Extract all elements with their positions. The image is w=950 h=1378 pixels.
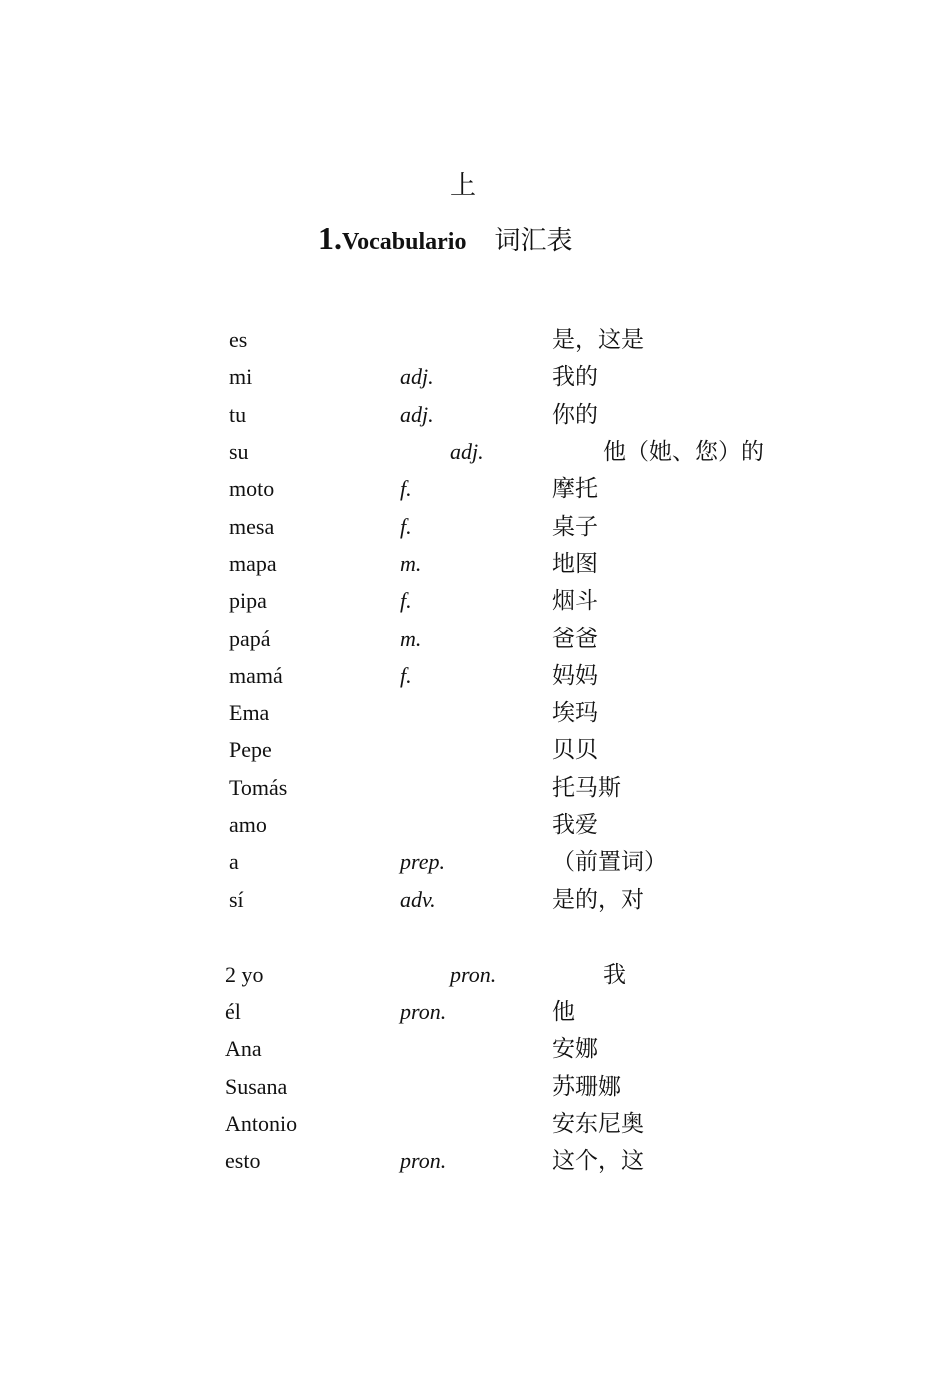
vocab-pos: adj. (450, 439, 484, 464)
vocab-meaning: 烟斗 (552, 588, 598, 613)
vocab-word: Antonio (225, 1111, 298, 1136)
vocab-meaning: 妈妈 (552, 663, 598, 688)
vocab-word: 2 yo (225, 962, 264, 987)
vocab-word: Ema (229, 700, 270, 725)
vocab-pos: f. (400, 514, 412, 539)
vocab-word: Pepe (229, 737, 272, 762)
vocab-row (0, 1105, 950, 1142)
vocab-word: mapa (229, 551, 277, 576)
section-title (318, 220, 572, 257)
vocab-meaning: 摩托 (552, 476, 598, 501)
vocab-row (0, 731, 950, 768)
vocab-row (0, 881, 950, 918)
vocab-pos: f. (400, 476, 412, 501)
vocab-word: esto (225, 1148, 261, 1173)
vocab-meaning: 这个，这 (552, 1148, 644, 1173)
vocab-word: a (229, 849, 239, 874)
vocab-meaning: 我的 (552, 364, 598, 389)
vocab-meaning: 安娜 (552, 1036, 598, 1061)
vocab-row (0, 582, 950, 619)
vocab-word: moto (229, 476, 275, 501)
vocab-word: es (229, 327, 248, 352)
vocab-word: pipa (229, 588, 267, 613)
vocab-row (0, 470, 950, 507)
vocab-meaning: 他（她、您）的 (603, 439, 764, 464)
vocab-pos: adj. (400, 364, 434, 389)
vocab-row (0, 545, 950, 582)
vocab-pos: f. (400, 663, 412, 688)
vocab-meaning: 托马斯 (552, 775, 621, 800)
vocab-row (0, 769, 950, 806)
section-title-zh: 词汇表 (494, 226, 573, 255)
vocab-word: mi (229, 364, 253, 389)
vocab-row (0, 321, 950, 358)
section-number: 1. (318, 220, 342, 256)
vocab-word: él (225, 999, 241, 1024)
vocab-pos: adv. (400, 887, 436, 912)
vocab-word: su (229, 439, 249, 464)
vocab-meaning: 安东尼奥 (552, 1111, 644, 1136)
vocab-meaning: 我 (603, 962, 626, 987)
vocab-row (0, 956, 950, 993)
vocab-meaning: 是，这是 (552, 327, 644, 352)
vocab-meaning: 是的，对 (552, 887, 644, 912)
vocab-meaning: 地图 (552, 551, 598, 576)
vocab-pos: pron. (450, 962, 497, 987)
section-title-text: Vocabulario (342, 229, 467, 255)
vocab-row (0, 694, 950, 731)
vocab-word: papá (229, 626, 271, 651)
vocab-word: amo (229, 812, 267, 837)
vocab-word: tu (229, 402, 247, 427)
vocab-word: Ana (225, 1036, 262, 1061)
vocab-row (0, 508, 950, 545)
vocab-meaning: 贝贝 (552, 737, 598, 762)
vocab-meaning: 苏珊娜 (552, 1074, 621, 1099)
vocab-row (0, 1068, 950, 1105)
vocab-pos: prep. (400, 849, 446, 874)
vocab-row (0, 358, 950, 395)
vocab-row (0, 433, 950, 470)
vocab-meaning: 我爱 (552, 812, 598, 837)
vocab-meaning: 桌子 (552, 514, 598, 539)
vocab-pos: pron. (400, 1148, 447, 1173)
vocab-row (0, 657, 950, 694)
vocab-word: mesa (229, 514, 275, 539)
vocab-row (0, 993, 950, 1030)
vocab-meaning: 他 (552, 999, 575, 1024)
vocab-row (0, 1142, 950, 1179)
vocab-meaning: 埃玛 (552, 700, 598, 725)
vocab-meaning: 你的 (552, 402, 598, 427)
vocab-pos: f. (400, 588, 412, 613)
vocab-pos: adj. (400, 402, 434, 427)
vocab-word: Tomás (229, 775, 288, 800)
vocab-row (0, 806, 950, 843)
vocab-word: sí (229, 887, 244, 912)
vocab-row (0, 843, 950, 880)
vocab-row (0, 1030, 950, 1067)
vocab-row (0, 396, 950, 433)
vocab-word: Susana (225, 1074, 288, 1099)
vocab-word: mamá (229, 663, 283, 688)
vocab-pos: m. (400, 626, 422, 651)
vocab-pos: pron. (400, 999, 447, 1024)
page-heading: 上 (449, 171, 476, 200)
vocab-pos: m. (400, 551, 422, 576)
vocab-row (0, 620, 950, 657)
vocab-meaning: （前置词） (552, 849, 667, 874)
vocab-meaning: 爸爸 (552, 626, 598, 651)
